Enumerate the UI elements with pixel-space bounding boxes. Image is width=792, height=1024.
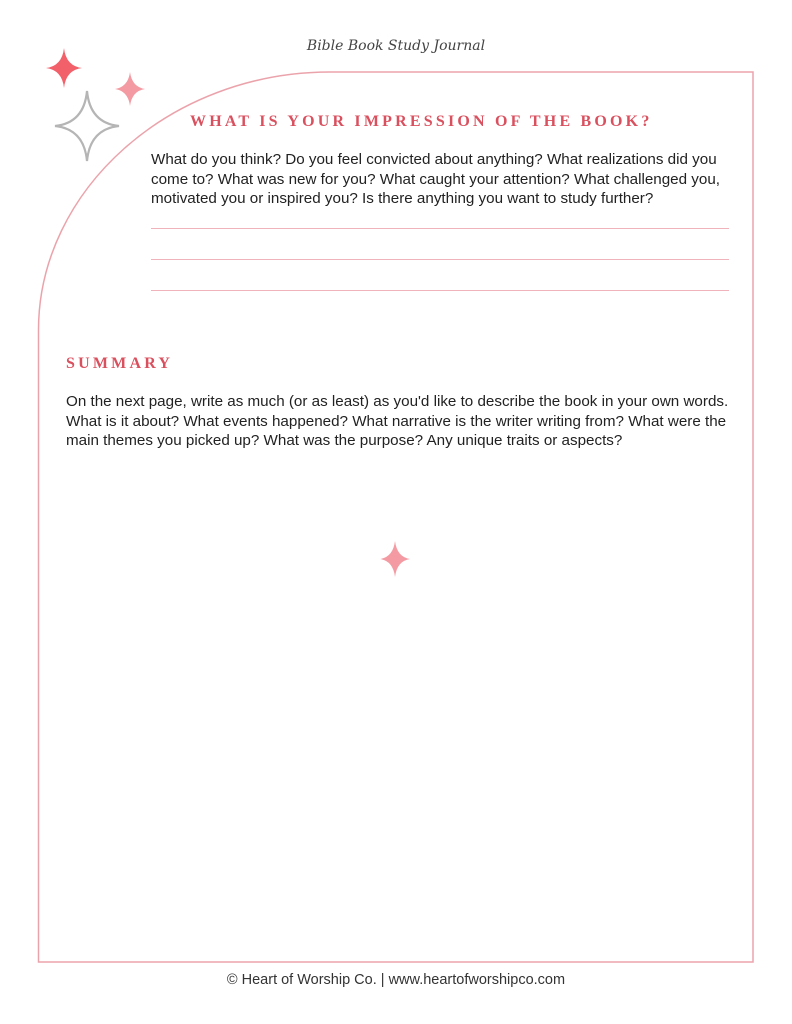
summary-heading: SUMMARY (66, 355, 174, 372)
answer-line-1[interactable] (151, 228, 729, 229)
answer-line-3[interactable] (151, 290, 729, 291)
sparkle-center-icon (378, 539, 412, 579)
footer-credit: © Heart of Worship Co. | www.heartofworshipco.com (226, 972, 566, 988)
impression-prompt: What do you think? Do you feel convicted about anything? What realizations did you come to? What was new for you? What caught your attention? What challenged you, motivated you or inspired you? Is there anything you want to study further? (151, 151, 721, 207)
sparkle-red-icon (44, 46, 84, 90)
answer-line-2[interactable] (151, 259, 729, 260)
journal-title: Bible Book Study Journal (306, 38, 486, 54)
summary-prompt: On the next page, write as much (or as least) as you'd like to describe the book in your own words. What is it about? What events happened? What narrative is the writer writing from? What were the main themes you picked up? What was the purpose? Any unique traits or aspects? (66, 393, 729, 449)
impression-heading: WHAT IS YOUR IMPRESSION OF THE BOOK? (190, 113, 653, 130)
sparkle-outline-icon (52, 88, 122, 164)
